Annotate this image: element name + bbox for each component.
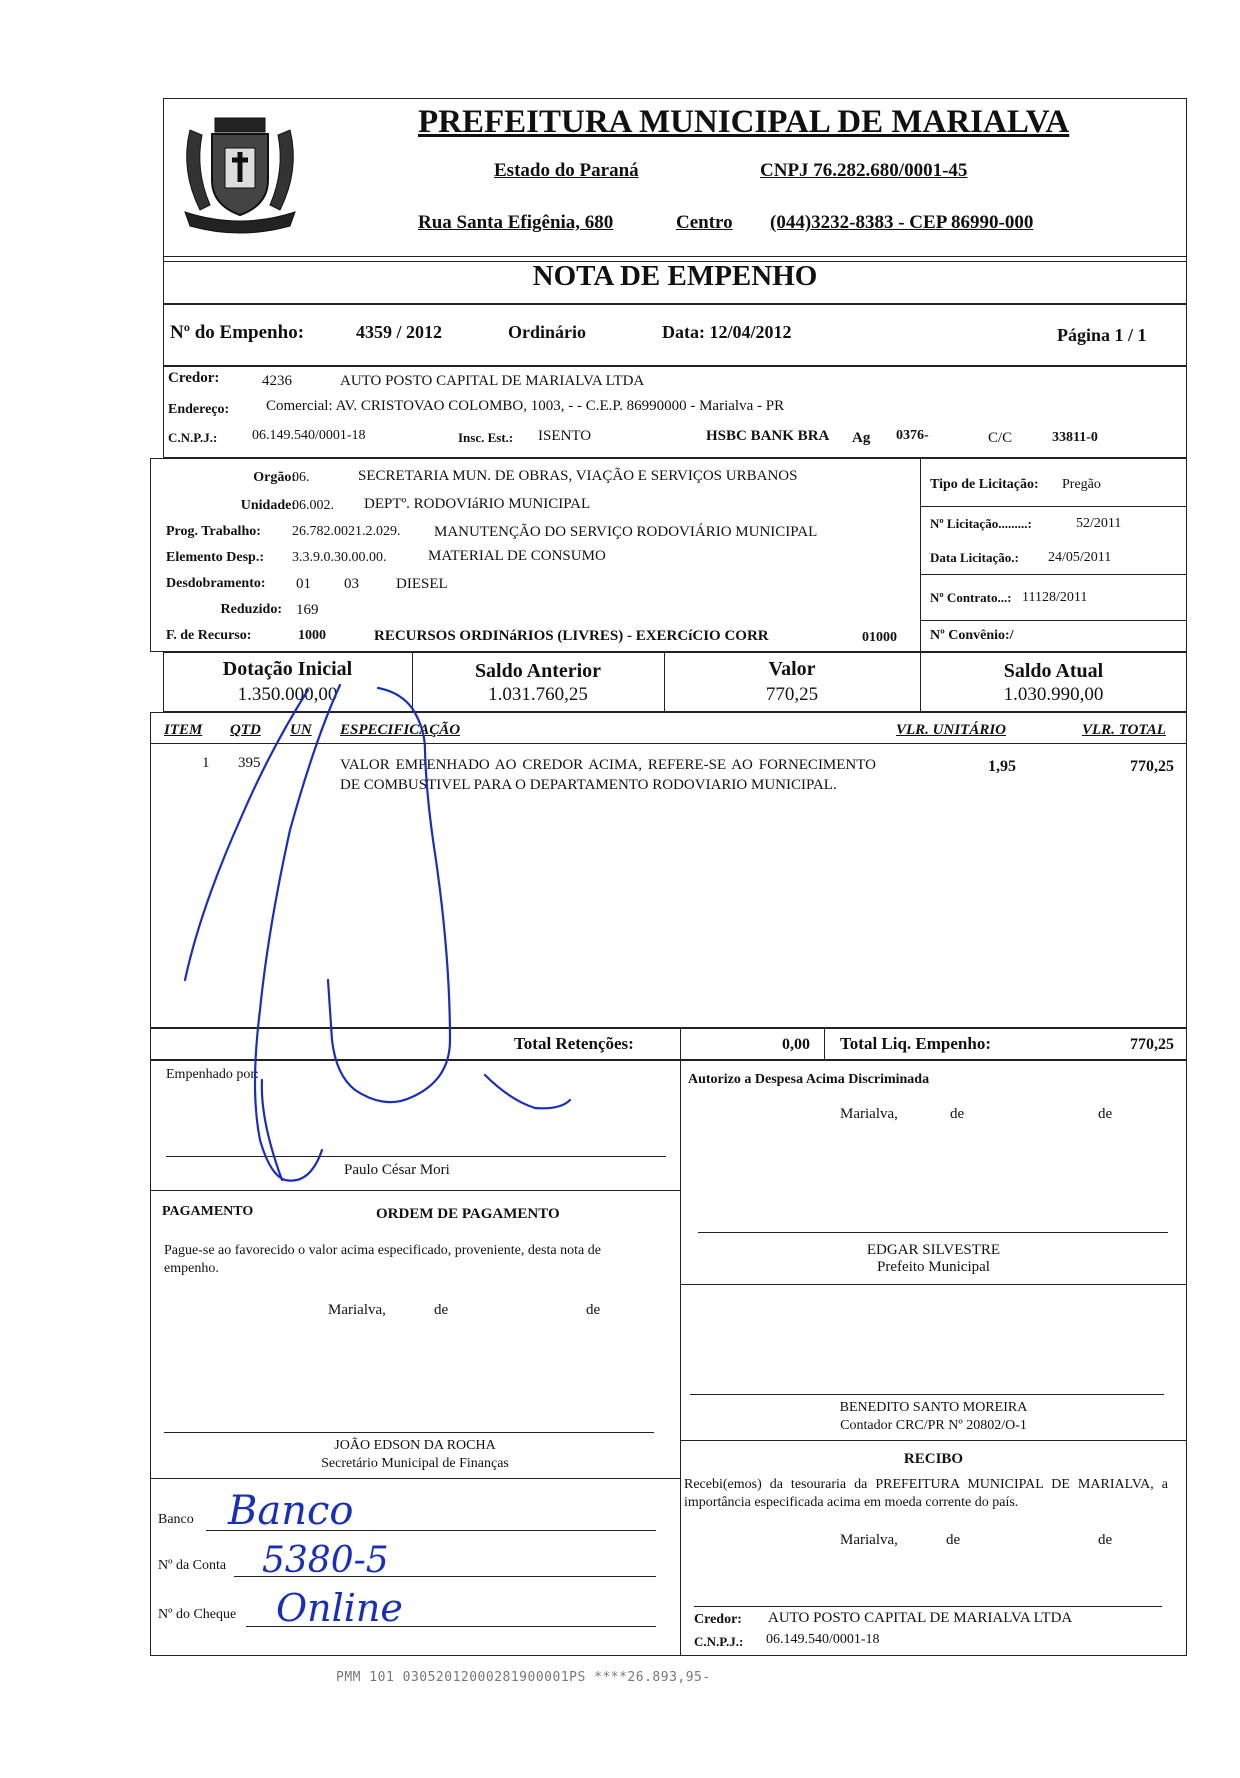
pague-de-1: de: [434, 1302, 449, 1318]
saldo-atual-label: Saldo Atual: [1003, 660, 1104, 682]
desdob-b: 03: [344, 576, 359, 592]
address-label: Endereço:: [168, 402, 230, 417]
orgao-code: 06.: [292, 470, 310, 485]
autorizo-text: Autorizo a Despesa Acima Discriminada: [688, 1072, 930, 1087]
retencoes-label: Total Retenções:: [514, 1034, 634, 1053]
recibo-cnpj: 06.149.540/0001-18: [766, 1632, 880, 1647]
desdob-label: Desdobramento:: [166, 576, 266, 591]
bank-name: HSBC BANK BRA: [706, 428, 830, 444]
col-espec: ESPECIFICAÇÃO: [340, 722, 461, 738]
dotacao-value: 1.350.000,00: [237, 684, 338, 705]
elem-desc: MATERIAL DE CONSUMO: [428, 548, 606, 564]
liq-empenho-label: Total Liq. Empenho:: [840, 1034, 991, 1053]
saldo-atual-value: 1.030.990,00: [1003, 684, 1104, 705]
empenho-page: Página 1 / 1: [1057, 325, 1147, 345]
item-qtd: 395: [238, 755, 261, 771]
valor-label: Valor: [768, 658, 816, 680]
sec-name: JOÃO EDSON DA ROCHA: [334, 1438, 496, 1453]
header-street: Rua Santa Efigênia, 680: [418, 212, 614, 233]
insc-value: ISENTO: [538, 428, 592, 444]
pagamento-label: PAGAMENTO: [162, 1204, 254, 1219]
conta-handwritten: 5380-5: [262, 1540, 389, 1581]
ordem-pagamento-label: ORDEM DE PAGAMENTO: [376, 1206, 560, 1222]
recibo-de-2: de: [1098, 1532, 1113, 1548]
recurso-label: F. de Recurso:: [166, 628, 252, 643]
retencoes-value: 0,00: [782, 1036, 810, 1053]
valor-value: 770,25: [765, 684, 819, 705]
recibo-city: Marialva,: [840, 1532, 898, 1548]
contador-sign-line: [690, 1394, 1164, 1395]
elem-label: Elemento Desp.:: [166, 550, 264, 565]
autorizo-city: Marialva,: [840, 1106, 898, 1122]
item-total-value: 770,25: [1130, 758, 1174, 775]
recibo-credor-name: AUTO POSTO CAPITAL DE MARIALVA LTDA: [768, 1610, 1073, 1626]
credor-label: Credor:: [168, 370, 220, 386]
pague-de-2: de: [586, 1302, 601, 1318]
header-cnpj: CNPJ 76.282.680/0001-45: [760, 160, 968, 181]
recurso-desc: RECURSOS ORDINáRIOS (LIVRES) - EXERCíCIO CORR: [374, 628, 769, 644]
liq-empenho-value: 770,25: [1130, 1036, 1174, 1053]
col-qtd: QTD: [230, 722, 261, 738]
num-licitacao-label: Nº Licitação.........:: [930, 516, 1032, 531]
dotacao-label: Dotação Inicial: [222, 658, 353, 680]
recibo-text: Recebi(emos) da tesouraria da PREFEITURA MUNICIPAL DE MARIALVA, a importância especificada acima em moeda corrente do país.: [684, 1477, 1168, 1510]
banco-handwritten: Banco: [228, 1488, 354, 1534]
prog-desc: MANUTENÇÃO DO SERVIÇO RODOVIÁRIO MUNICIPAL: [434, 524, 818, 540]
totals-div-2: [824, 1028, 825, 1060]
header-district: Centro: [676, 212, 733, 233]
ag-value: 0376-: [896, 428, 929, 443]
empenho-date: Data: 12/04/2012: [662, 322, 792, 342]
empenho-type: Ordinário: [508, 322, 587, 342]
prefeito-name: EDGAR SILVESTRE: [866, 1242, 1001, 1258]
empenhado-label: Empenhado por:: [166, 1067, 259, 1082]
empenho-number: 4359 / 2012: [356, 322, 443, 342]
header-state: Estado do Paraná: [494, 160, 639, 181]
cc-label: C/C: [988, 430, 1013, 446]
ag-label: Ag: [852, 430, 871, 446]
unidade-code: 06.002.: [292, 498, 334, 513]
recibo-credor-label: Credor:: [694, 1612, 742, 1627]
credor-code: 4236: [262, 373, 292, 389]
orgao-label: Orgão:: [253, 470, 296, 485]
credor-sign-line: [694, 1606, 1162, 1607]
contrato-value: 11128/2011: [1022, 590, 1088, 605]
prefeito-sign-line: [698, 1232, 1168, 1233]
desdob-desc: DIESEL: [396, 576, 448, 592]
saldo-anterior-value: 1.031.760,25: [488, 684, 588, 705]
conta-label: Nº da Conta: [158, 1558, 227, 1573]
sec-row-rule: [150, 1478, 680, 1479]
prefeito-row-rule: [680, 1284, 1187, 1285]
convenio-label: Nº Convênio:/: [930, 628, 1014, 643]
credor-name: AUTO POSTO CAPITAL DE MARIALVA LTDA: [340, 373, 645, 389]
sec-title: Secretário Municipal de Finanças: [321, 1456, 509, 1471]
empenhado-name: Paulo César Mori: [344, 1162, 450, 1178]
reduzido-value: 169: [296, 602, 319, 618]
cc-value: 33811-0: [1052, 430, 1098, 445]
contador-title: Contador CRC/PR Nº 20802/O-1: [840, 1418, 1027, 1433]
tipo-licitacao-value: Pregão: [1062, 477, 1101, 492]
header-phone-cep: (044)3232-8383 - CEP 86990-000: [770, 212, 1034, 233]
recurso-code2: 01000: [862, 630, 897, 645]
elem-code: 3.3.9.0.30.00.00.: [292, 550, 387, 565]
contador-name: BENEDITO SANTO MOREIRA: [839, 1400, 1028, 1415]
address-value: Comercial: AV. CRISTOVAO COLOMBO, 1003, - - C.E.P. 86990000 - Marialva - PR: [266, 398, 785, 414]
reduzido-label: Reduzido:: [220, 602, 282, 617]
footer-stamp: PMM 101 03052012000281900001PS ****26.893,95-: [336, 1670, 711, 1685]
recibo-de-1: de: [946, 1532, 961, 1548]
unidade-desc: DEPTº. RODOVIáRIO MUNICIPAL: [364, 496, 591, 512]
autorizo-de-1: de: [950, 1106, 965, 1122]
orgao-desc: SECRETARIA MUN. DE OBRAS, VIAÇÃO E SERVIÇOS URBANOS: [358, 468, 798, 484]
lic-divider-2: [920, 574, 1187, 575]
col-item: ITEM: [164, 722, 203, 738]
banco-label: Banco: [158, 1512, 194, 1527]
pague-text: Pague-se ao favorecido o valor acima especificado, proveniente, desta nota de empenho.: [164, 1243, 601, 1276]
signature-loop-icon: [150, 680, 710, 1200]
contrato-label: Nº Contrato...:: [930, 590, 1012, 605]
doc-title: NOTA DE EMPENHO: [532, 260, 818, 292]
item-unit-value: 1,95: [988, 758, 1016, 775]
coat-of-arms-icon: [170, 100, 310, 240]
empenho-label: Nº do Empenho:: [170, 322, 305, 343]
recibo-cnpj-label: C.N.P.J.:: [694, 1634, 744, 1649]
lic-divider-3: [920, 620, 1187, 621]
col-un: UN: [290, 722, 312, 738]
cheque-handwritten: Online: [276, 1586, 403, 1630]
col-unitario: VLR. UNITÁRIO: [896, 722, 1007, 738]
unidade-label: Unidade:: [240, 498, 296, 513]
credor-cnpj-label: C.N.P.J.:: [168, 430, 218, 445]
recibo-title: RECIBO: [903, 1451, 964, 1467]
pague-city: Marialva,: [328, 1302, 386, 1318]
col-total: VLR. TOTAL: [1082, 722, 1166, 738]
credor-cnpj: 06.149.540/0001-18: [252, 428, 366, 443]
header-title: PREFEITURA MUNICIPAL DE MARIALVA: [418, 104, 1070, 140]
item-description: VALOR EMPENHADO AO CREDOR ACIMA, REFERE-SE AO FORNECIMENTO DE COMBUSTIVEL PARA O DEPARTAMENTO RODOVIARIO MUNICIPAL.: [340, 757, 876, 793]
lic-divider-1: [920, 506, 1187, 507]
prog-label: Prog. Trabalho:: [166, 524, 261, 539]
data-licitacao-value: 24/05/2011: [1048, 550, 1112, 565]
recurso-code: 1000: [298, 628, 326, 643]
prog-code: 26.782.0021.2.029.: [292, 524, 401, 539]
item-number: 1: [202, 755, 210, 771]
autorizo-de-2: de: [1098, 1106, 1113, 1122]
insc-label: Insc. Est.:: [458, 430, 514, 445]
desdob-a: 01: [296, 576, 311, 592]
prefeito-title: Prefeito Municipal: [877, 1259, 990, 1275]
data-licitacao-label: Data Licitação.:: [930, 550, 1019, 565]
saldo-anterior-label: Saldo Anterior: [474, 660, 602, 682]
num-licitacao-value: 52/2011: [1076, 516, 1122, 531]
sec-sign-line: [164, 1432, 654, 1433]
cheque-label: Nº do Cheque: [158, 1607, 237, 1622]
tipo-licitacao-label: Tipo de Licitação:: [930, 477, 1039, 492]
contador-row-rule: [680, 1440, 1187, 1441]
budget-divider: [920, 458, 921, 652]
